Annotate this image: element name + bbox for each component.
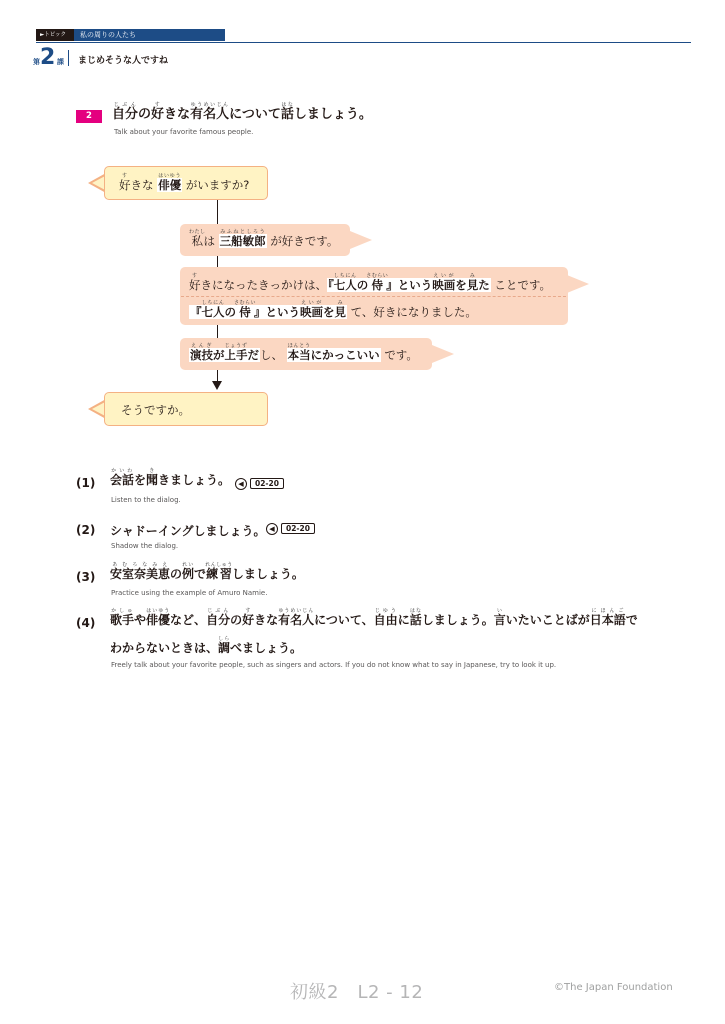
blank-slot: 本当ほんとうにかっこいい (287, 343, 380, 362)
topic-title: 私の周りの人たち (74, 29, 225, 41)
topic-tab: ►トピック (36, 29, 74, 41)
exercise-1-ja: 会話かいわを聞ききましょう。 (110, 468, 231, 487)
blank-slot: 『七人しちにんの侍さむらい』という映画えいがを見み (190, 300, 346, 319)
bubble-tail (567, 275, 589, 293)
task-title-en: Talk about your favorite famous people. (114, 128, 254, 136)
blank-slot: 三船敏郎みふねとしろう (219, 229, 266, 248)
audio-track-label[interactable]: 02-20 (250, 478, 284, 489)
exercise-number: (3) (76, 570, 96, 584)
bubble3-line2-tail: て、好きになりました。 (350, 305, 477, 319)
audio-track-label[interactable]: 02-20 (281, 523, 315, 534)
lesson-title: まじめそうな人ですね (78, 56, 169, 66)
page-number: 初級2 L2 - 12 (290, 982, 424, 1003)
exercise-number: (1) (76, 476, 96, 490)
bubble-tail (432, 345, 454, 363)
blank-slot: 『七人しちにんの侍さむらい』という映画えいがを見みた (328, 273, 490, 292)
exercise-3-en: Practice using the example of Amuro Namie. (111, 589, 268, 597)
lesson-number: 2 (40, 45, 56, 70)
header-divider (36, 42, 691, 43)
dialog-bubble-1: 好すきな 俳優はいゆう がいますか? (104, 166, 268, 200)
lesson-ka-label: 課 (57, 58, 64, 66)
exercise-4-ja-line1: 歌手かしゅや俳優はいゆうなど、自分じぶんの好すきな有名人ゆうめいじんについて、自由じゆうに話はなしましょう。言いいたいことばが日本語にほんごで (110, 608, 638, 627)
dialog-bubble-4 (180, 338, 432, 370)
exercise-4-ja-line2: わからないときは、調しらべましょう。 (110, 636, 303, 655)
bubble2-tail-text: が好きです。 (270, 234, 339, 248)
dashed-divider (181, 296, 566, 297)
exercise-2-ja: シャドーイングしましょう。 (110, 524, 266, 538)
exercise-2-en: Shadow the dialog. (111, 542, 179, 550)
dialog-bubble-3: 好すきになったきっかけは、『七人しちにんの侍さむらい』という映画えいがを見みた ことです。 『七人しちにんの侍さむらい』という映画えいがを見み て、好きになりました。 (180, 267, 568, 325)
bubble4-tail-text: です。 (384, 348, 418, 362)
speaker-icon[interactable]: ◀ (266, 523, 278, 535)
bubble3-line1-tail: ことです。 (494, 278, 551, 292)
bubble-tail (350, 231, 372, 249)
blank-slot: 演技えんぎが上手じょうずだ (190, 343, 259, 362)
bubble4-mid-text: し、 (260, 348, 283, 362)
exercise-1-en: Listen to the dialog. (111, 496, 181, 504)
exercise-number: (4) (76, 616, 96, 630)
exercise-3-ja: 安室奈美恵あむろなみえの例れいで練習れんしゅうしましょう。 (110, 562, 304, 581)
lesson-dai-label: 第 (33, 58, 40, 66)
bubble1-tail-text: がいますか? (185, 178, 250, 192)
exercise-number: (2) (76, 523, 96, 537)
lesson-divider (68, 50, 69, 66)
arrow-down-icon (212, 381, 222, 390)
dialog-bubble-2: 私わたしは 三船敏郎みふねとしろう が好きです。 (180, 224, 350, 256)
dialog-bubble-5 (104, 392, 268, 426)
bubble5-text: そうですか。 (121, 403, 190, 417)
copyright: ©The Japan Foundation (554, 982, 673, 993)
exercise-4-en: Freely talk about your favorite people, such as singers and actors. If you do not know what to say in Japanese, try to look it up. (111, 661, 557, 669)
task-badge: 2 (76, 110, 102, 123)
speaker-icon[interactable]: ◀ (235, 478, 247, 490)
blank-slot: 俳優はいゆう (158, 173, 182, 192)
task-title-ja: 自分じぶんの好すきな有名人ゆうめいじんについて話はなしましょう。 (112, 102, 372, 122)
